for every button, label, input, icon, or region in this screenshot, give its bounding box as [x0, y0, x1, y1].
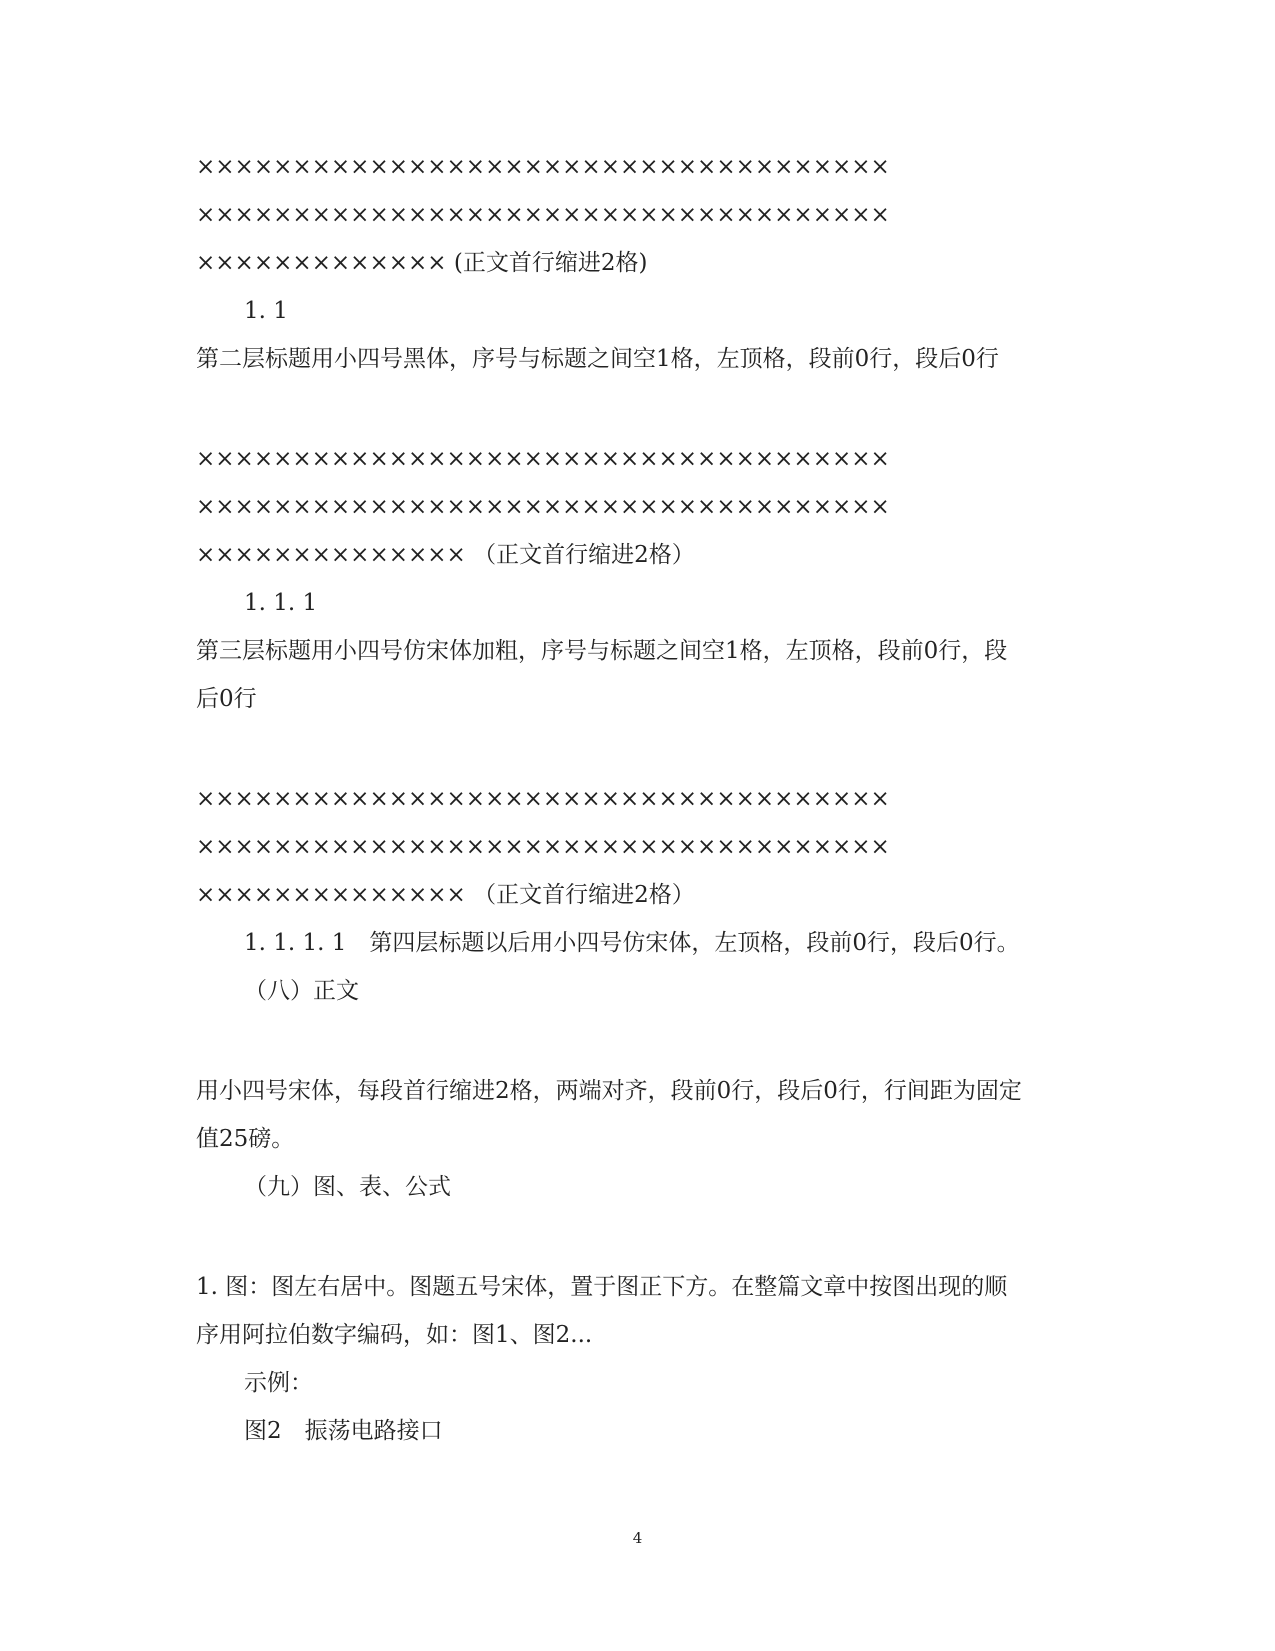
- body-text-line: 序用阿拉伯数字编码，如：图1、图2...: [196, 1322, 593, 1348]
- heading-number-1-1-1: 1. 1. 1: [244, 590, 318, 616]
- heading-fourth-level: 1. 1. 1. 1 第四层标题以后用小四号仿宋体，左顶格，段前0行，段后0行。: [244, 930, 1020, 956]
- body-text-line: ××××××××××××××××××××××××××××××××××××: [196, 202, 890, 228]
- body-text-line: ××××××××××××××××××××××××××××××××××××: [196, 154, 890, 180]
- body-text-line: 1. 图：图左右居中。图题五号宋体，置于图正下方。在整篇文章中按图出现的顺: [196, 1274, 1008, 1300]
- body-text-line: 值25磅。: [196, 1126, 295, 1152]
- section-heading: （八）正文: [244, 978, 359, 1004]
- body-text-line: ×××××××××××××× （正文首行缩进2格）: [196, 542, 695, 568]
- heading-description: 后0行: [196, 686, 257, 712]
- figure-caption: 图2 振荡电路接口: [244, 1418, 443, 1444]
- body-text-line: 用小四号宋体，每段首行缩进2格，两端对齐，段前0行，段后0行，行间距为固定: [196, 1078, 1022, 1104]
- heading-description: 第二层标题用小四号黑体，序号与标题之间空1格，左顶格，段前0行，段后0行: [196, 346, 999, 372]
- heading-description: 第三层标题用小四号仿宋体加粗，序号与标题之间空1格，左顶格，段前0行，段: [196, 638, 1008, 664]
- heading-number-1-1: 1. 1: [244, 298, 288, 324]
- body-text-line: ××××××××××××××××××××××××××××××××××××: [196, 446, 890, 472]
- body-text-line: ××××××××××××××××××××××××××××××××××××: [196, 494, 890, 520]
- page-number: 4: [632, 1529, 643, 1547]
- body-text-line: ××××××××××××××××××××××××××××××××××××: [196, 834, 890, 860]
- section-heading: （九）图、表、公式: [244, 1174, 451, 1200]
- body-text-line: ×××××××××××××× （正文首行缩进2格）: [196, 882, 695, 908]
- body-text-line: ××××××××××××××××××××××××××××××××××××: [196, 786, 890, 812]
- example-label: 示例：: [244, 1370, 313, 1396]
- body-text-line: ××××××××××××× (正文首行缩进2格): [196, 250, 648, 276]
